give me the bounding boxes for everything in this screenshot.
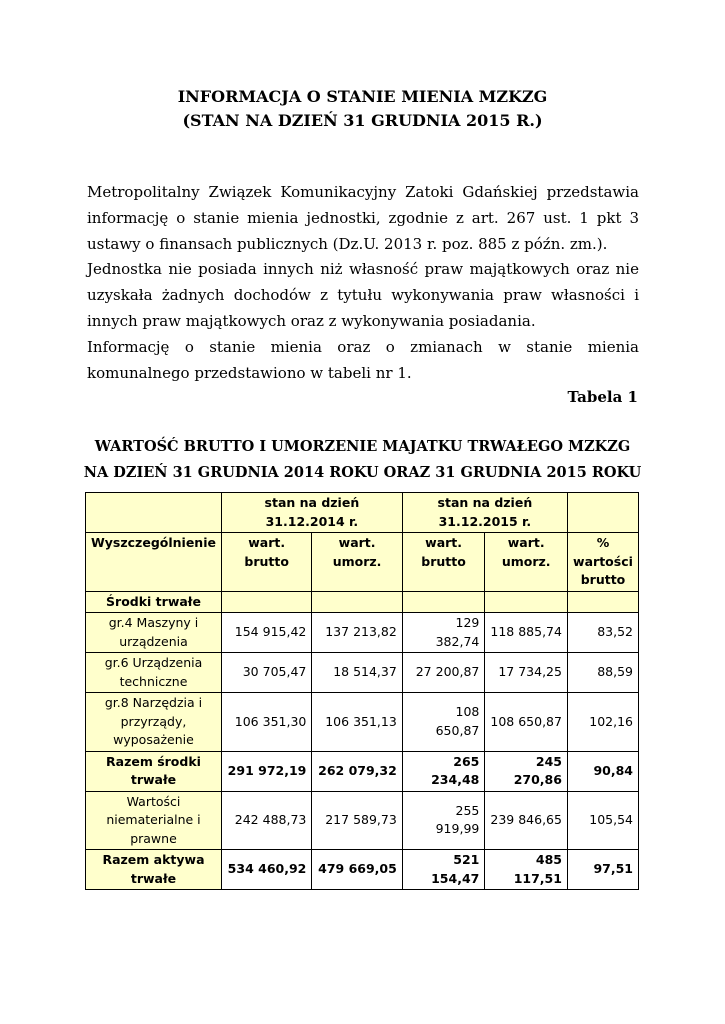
cell-umorz-2015: 245 270,86	[485, 751, 568, 791]
cell-brutto-2015: 108 650,87	[402, 693, 485, 752]
cell-umorz-2015: 485 117,51	[485, 850, 568, 890]
col-pct-header: % wartości brutto	[567, 533, 638, 592]
cell-umorz-2014: 479 669,05	[312, 850, 402, 890]
cell-umorz-2015: 118 885,74	[485, 613, 568, 653]
row-label: Razem aktywa trwałe	[86, 850, 222, 890]
table-row	[86, 693, 639, 752]
cell-brutto-2014: 154 915,42	[221, 613, 311, 653]
cell-brutto-2014: 242 488,73	[221, 791, 311, 850]
cell-brutto-2014: 291 972,19	[221, 751, 311, 791]
cell-umorz-2015: 239 846,65	[485, 791, 568, 850]
col-brutto-2015-header: wart. brutto	[402, 533, 485, 592]
cell-brutto-2015: 255 919,99	[402, 791, 485, 850]
cell-umorz-2014: 262 079,32	[312, 751, 402, 791]
group-2014-header: stan na dzień 31.12.2014 r.	[221, 493, 402, 533]
cell-brutto-2015: 27 200,87	[402, 653, 485, 693]
cell-pct: 97,51	[567, 850, 638, 890]
empty-cell	[567, 591, 638, 613]
table-title: WARTOŚĆ BRUTTO I UMORZENIE MAJATKU TRWAŁEGO MZKZG	[94, 438, 631, 455]
cell-umorz-2015: 108 650,87	[485, 693, 568, 752]
table-column-header-row	[86, 533, 639, 592]
cell-pct: 88,59	[567, 653, 638, 693]
cell-pct: 83,52	[567, 613, 638, 653]
cell-brutto-2014: 106 351,30	[221, 693, 311, 752]
empty-header-cell	[567, 493, 638, 533]
col-umorz-2014-header: wart. umorz.	[312, 533, 402, 592]
section-label: Środki trwałe	[86, 591, 222, 613]
empty-cell	[312, 591, 402, 613]
body-text	[87, 180, 639, 386]
empty-cell	[402, 591, 485, 613]
asset-table	[85, 492, 639, 890]
table-row-total	[86, 850, 639, 890]
table-label: Tabela 1	[567, 388, 638, 406]
table-row	[86, 653, 639, 693]
empty-header-cell	[86, 493, 222, 533]
cell-umorz-2014: 106 351,13	[312, 693, 402, 752]
cell-brutto-2015: 265 234,48	[402, 751, 485, 791]
paragraph-3: Informację o stanie mienia oraz o zmianach w stanie mienia komunalnego przedstawiono w tabeli nr 1.	[87, 337, 639, 382]
row-label: gr.4 Maszyny i urządzenia	[86, 613, 222, 653]
cell-umorz-2015: 17 734,25	[485, 653, 568, 693]
table-section-row	[86, 591, 639, 613]
empty-cell	[221, 591, 311, 613]
paragraph-1: Metropolitalny Związek Komunikacyjny Zatoki Gdańskiej przedstawia informację o stanie mienia jednostki, zgodnie z art. 267 ust. 1 pkt 3 ustawy o finansach publicznych (Dz.U. 2013 r. poz. 885 z późn. zm.).	[87, 183, 639, 253]
cell-pct: 102,16	[567, 693, 638, 752]
empty-cell	[485, 591, 568, 613]
row-label: Razem środki trwałe	[86, 751, 222, 791]
table-group-header-row	[86, 493, 639, 533]
paragraph-2: Jednostka nie posiada innych niż własność praw majątkowych oraz nie uzyskała żadnych dochodów z tytułu wykonywania praw własności i innych praw majątkowych oraz z wykonywania posiadania.	[87, 260, 639, 330]
cell-pct: 90,84	[567, 751, 638, 791]
cell-pct: 105,54	[567, 791, 638, 850]
row-label: Wartości niematerialne i prawne	[86, 791, 222, 850]
col-brutto-2014-header: wart. brutto	[221, 533, 311, 592]
cell-brutto-2014: 534 460,92	[221, 850, 311, 890]
col-umorz-2015-header: wart. umorz.	[485, 533, 568, 592]
document-title: INFORMACJA O STANIE MIENIA MZKZG	[177, 87, 548, 106]
group-2015-header: stan na dzień 31.12.2015 r.	[402, 493, 567, 533]
document-subtitle: (STAN NA DZIEŃ 31 GRUDNIA 2015 R.)	[182, 111, 543, 130]
row-label: gr.6 Urządzenia techniczne	[86, 653, 222, 693]
cell-umorz-2014: 18 514,37	[312, 653, 402, 693]
cell-umorz-2014: 217 589,73	[312, 791, 402, 850]
table-row-total	[86, 751, 639, 791]
col-name-header: Wyszczególnienie	[86, 533, 222, 592]
cell-brutto-2014: 30 705,47	[221, 653, 311, 693]
row-label: gr.8 Narzędzia i przyrządy, wyposażenie	[86, 693, 222, 752]
table-subtitle: NA DZIEŃ 31 GRUDNIA 2014 ROKU ORAZ 31 GRUDNIA 2015 ROKU	[83, 464, 642, 481]
cell-brutto-2015: 521 154,47	[402, 850, 485, 890]
table-row	[86, 791, 639, 850]
cell-brutto-2015: 129 382,74	[402, 613, 485, 653]
cell-umorz-2014: 137 213,82	[312, 613, 402, 653]
table-row	[86, 613, 639, 653]
